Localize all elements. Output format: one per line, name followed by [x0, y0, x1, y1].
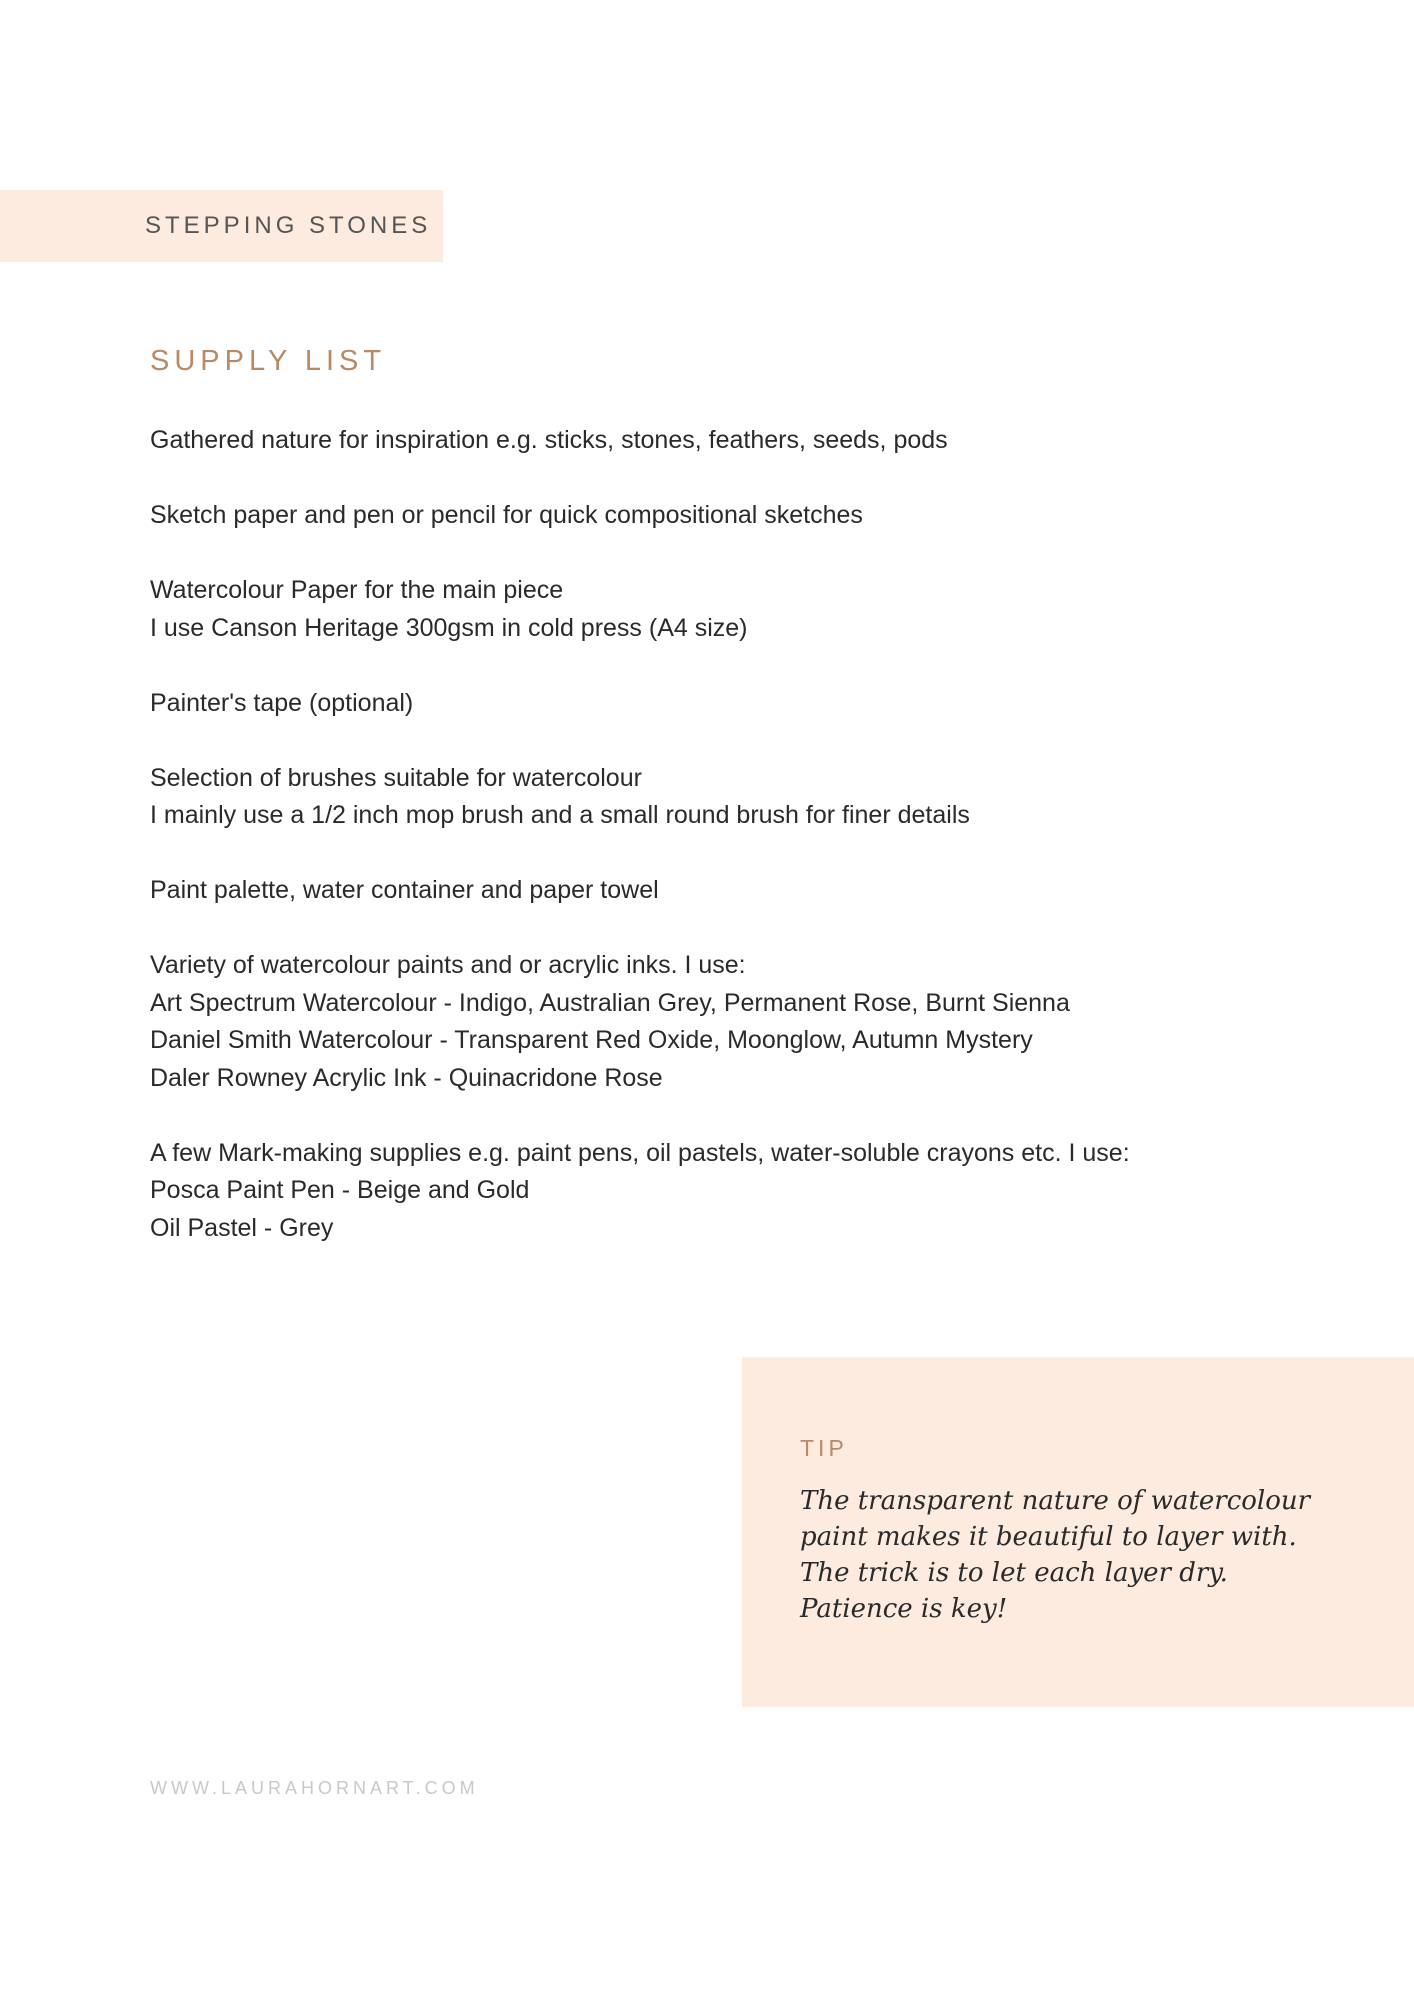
header-band [0, 190, 443, 262]
supply-item [150, 572, 1300, 647]
supply-line: I use Canson Heritage 300gsm in cold press (A4 size) [150, 613, 748, 642]
tip-line: Patience is key! [800, 1594, 1008, 1624]
supply-line: Oil Pastel - Grey [150, 1213, 334, 1242]
supply-item [150, 685, 1300, 723]
tip-heading: TIP [800, 1435, 848, 1461]
supply-line: Paint palette, water container and paper towel [150, 876, 659, 904]
tip-line: The transparent nature of watercolour [800, 1486, 1311, 1516]
supply-item [150, 872, 1300, 910]
supply-line: Painter's tape (optional) [150, 688, 414, 717]
supply-line: Daler Rowney Acrylic Ink - Quinacridone Rose [150, 1063, 663, 1092]
supply-line: Daniel Smith Watercolour - Transparent Red Oxide, Moonglow, Autumn Mystery [150, 1026, 1033, 1054]
supply-item [150, 760, 1300, 835]
supply-line: Selection of brushes suitable for watercolour [150, 763, 642, 792]
tip-line: paint makes it beautiful to layer with. [800, 1522, 1297, 1552]
supply-line: A few Mark-making supplies e.g. paint pens, oil pastels, water-soluble crayons etc. I use: [150, 1138, 1130, 1167]
supply-list [150, 422, 1300, 1285]
supply-list-heading: SUPPLY LIST [150, 345, 387, 377]
supply-item [150, 947, 1300, 1097]
supply-line: Sketch paper and pen or pencil for quick compositional sketches [150, 501, 863, 529]
tip-box [742, 1357, 1414, 1707]
supply-line: Posca Paint Pen - Beige and Gold [150, 1176, 530, 1204]
supply-line: Art Spectrum Watercolour - Indigo, Australian Grey, Permanent Rose, Burnt Sienna [150, 988, 1070, 1017]
supply-line: Watercolour Paper for the main piece [150, 576, 564, 604]
tip-text [800, 1483, 1360, 1627]
tip-line: The trick is to let each layer dry. [800, 1558, 1228, 1588]
footer-website: WWW.LAURAHORNART.COM [150, 1778, 479, 1798]
supply-line: Gathered nature for inspiration e.g. sticks, stones, feathers, seeds, pods [150, 426, 948, 454]
supply-item [150, 422, 1300, 460]
supply-line: Variety of watercolour paints and or acrylic inks. I use: [150, 951, 746, 979]
supply-item [150, 1135, 1300, 1248]
document-title: STEPPING STONES [145, 212, 432, 239]
supply-line: I mainly use a 1/2 inch mop brush and a small round brush for finer details [150, 801, 970, 829]
supply-item [150, 497, 1300, 535]
